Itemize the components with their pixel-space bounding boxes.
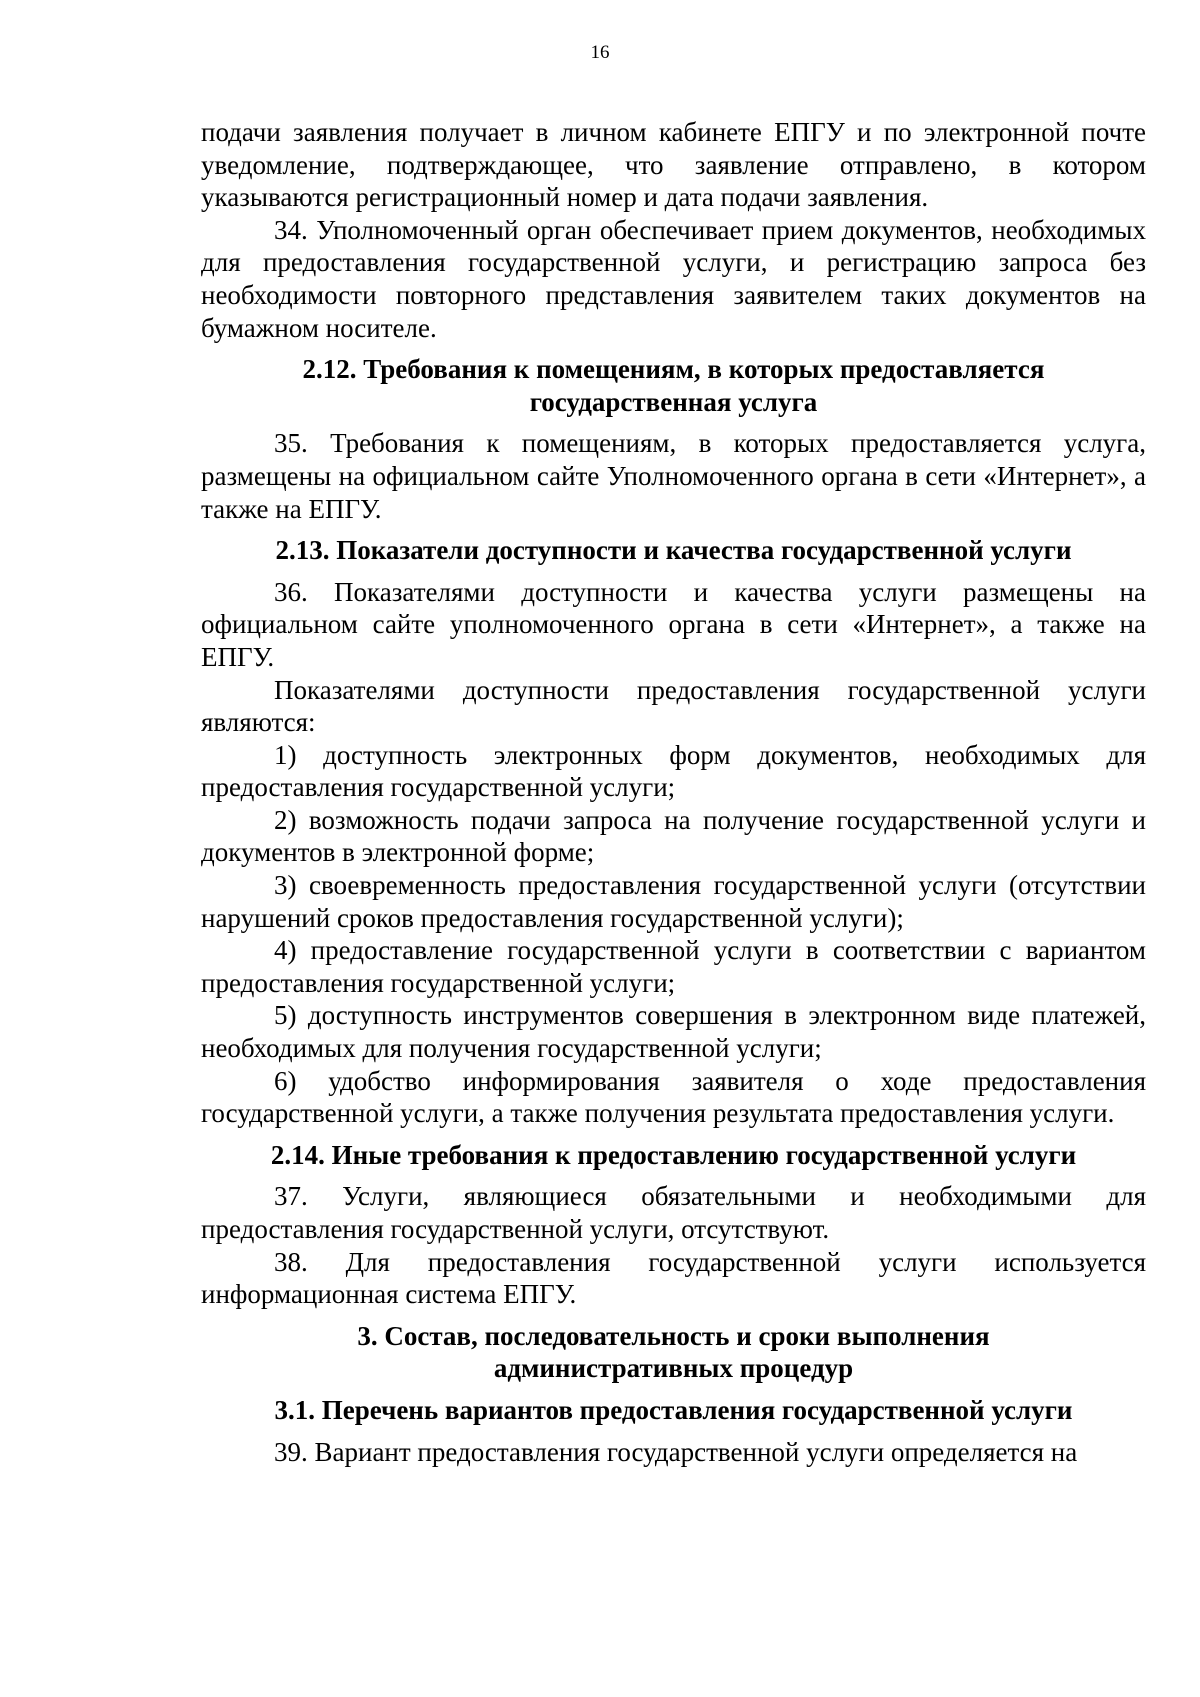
paragraph-34: 34. Уполномоченный орган обеспечивает прием документов, необходимых для предоставления государственной услуги, и регистрацию запроса без необходимости повторного представления заявителем таких документов на бумажном носителе. [201, 214, 1146, 343]
paragraph-36: 36. Показателями доступности и качества услуги размещены на официальном сайте уполномоченного органа в сети «Интернет», а также на ЕПГУ. [201, 576, 1146, 672]
paragraph-38: 38. Для предоставления государственной услуги используется информационная система ЕПГУ. [201, 1246, 1146, 1310]
list-item-4: 4) предоставление государственной услуги в соответствии с вариантом предоставления государственной услуги; [201, 935, 1146, 998]
heading-3-1: 3.1. Перечень вариантов предоставления государственной услуги [274, 1394, 1073, 1425]
list-item-3: 3) своевременность предоставления государственной услуги (отсутствии нарушений сроков предоставления государственной услуги); [201, 870, 1146, 933]
list-item-2: 2) возможность подачи запроса на получение государственной услуги и документов в электронной форме; [201, 804, 1146, 868]
paragraph-37: 37. Услуги, являющиеся обязательными и необходимыми для предоставления государственной услуги, отсутствуют. [201, 1181, 1146, 1244]
document-body [201, 116, 1146, 1468]
list-item-6: 6) удобство информирования заявителя о ходе предоставления государственной услуги, а также получения результата предоставления услуги. [201, 1065, 1146, 1129]
heading-2-12: 2.12. Требования к помещениям, в которых предоставляется государственная услуга [302, 354, 1045, 417]
heading-2-13: 2.13. Показатели доступности и качества государственной услуги [275, 535, 1072, 566]
paragraph-continuation: подачи заявления получает в личном кабинете ЕПГУ и по электронной почте уведомление, подтверждающее, что заявление отправлено, в котором указываются регистрационный номер и дата подачи заявления. [201, 117, 1146, 213]
paragraph-36-intro: Показателями доступности предоставления государственной услуги являются: [201, 674, 1146, 738]
list-item-5: 5) доступность инструментов совершения в электронном виде платежей, необходимых для получения государственной услуги; [201, 1000, 1146, 1064]
paragraph-39: 39. Вариант предоставления государственной услуги определяется на [274, 1436, 1078, 1467]
heading-3: 3. Состав, последовательность и сроки выполнения административных процедур [357, 1320, 990, 1384]
page-number: 16 [590, 42, 610, 63]
list-item-1: 1) доступность электронных форм документов, необходимых для предоставления государственной услуги; [201, 739, 1146, 803]
paragraph-35: 35. Требования к помещениям, в которых предоставляется услуга, размещены на официальном сайте Уполномоченного органа в сети «Интернет», а также на ЕПГУ. [201, 428, 1146, 524]
heading-2-14: 2.14. Иные требования к предоставлению государственной услуги [270, 1139, 1077, 1170]
